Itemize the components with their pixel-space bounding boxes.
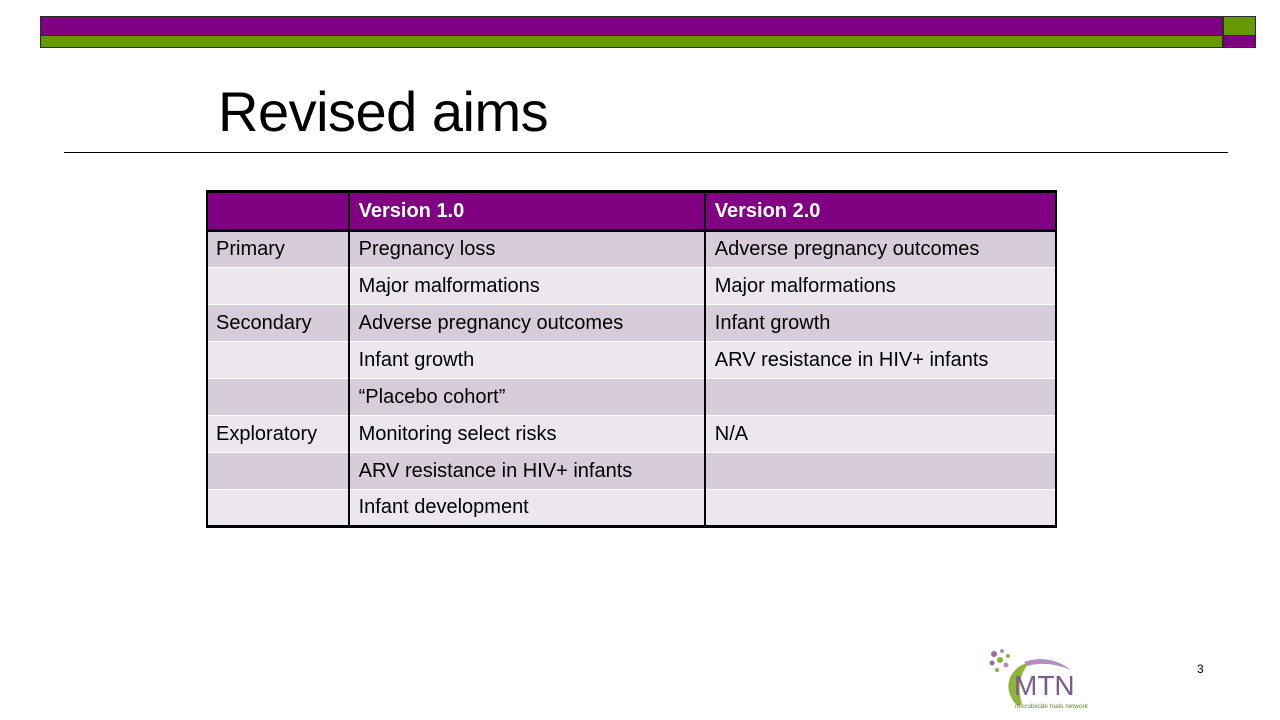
mtn-logo-icon xyxy=(988,648,1098,716)
header-cell-version-1: Version 1.0 xyxy=(349,192,705,231)
header-square-purple xyxy=(1223,36,1256,48)
table-row xyxy=(207,416,1056,453)
version-2-cell: Major malformations xyxy=(705,268,1056,305)
version-1-cell: Pregnancy loss xyxy=(349,231,705,268)
slide-title: Revised aims xyxy=(218,80,549,143)
aim-category-cell: Secondary xyxy=(207,305,349,342)
version-2-cell: Adverse pregnancy outcomes xyxy=(705,231,1056,268)
table-row xyxy=(207,231,1056,268)
aim-category-cell xyxy=(207,453,349,490)
version-2-cell: Infant growth xyxy=(705,305,1056,342)
header-cell-version-2: Version 2.0 xyxy=(705,192,1056,231)
page-number: 3 xyxy=(1197,662,1204,676)
version-2-cell xyxy=(705,379,1056,416)
aim-category-cell xyxy=(207,268,349,305)
table-row xyxy=(207,342,1056,379)
version-2-cell xyxy=(705,453,1056,490)
table-row xyxy=(207,453,1056,490)
aim-category-cell xyxy=(207,342,349,379)
aim-category-cell: Primary xyxy=(207,231,349,268)
header-square-green xyxy=(1223,16,1256,36)
table-row xyxy=(207,379,1056,416)
aim-category-cell xyxy=(207,490,349,527)
table-row xyxy=(207,268,1056,305)
title-divider xyxy=(64,152,1228,153)
table-row xyxy=(207,305,1056,342)
logo-text: MTN xyxy=(1014,670,1075,701)
version-1-cell: Adverse pregnancy outcomes xyxy=(349,305,705,342)
header-bar-green xyxy=(40,36,1223,48)
version-1-cell: Monitoring select risks xyxy=(349,416,705,453)
logo-subtext: microbicide trials network xyxy=(1015,703,1088,710)
aim-category-cell: Exploratory xyxy=(207,416,349,453)
table-row xyxy=(207,490,1056,527)
aim-category-cell xyxy=(207,379,349,416)
version-1-cell: Infant development xyxy=(349,490,705,527)
version-2-cell xyxy=(705,490,1056,527)
version-1-cell: ARV resistance in HIV+ infants xyxy=(349,453,705,490)
header-bar-purple xyxy=(40,16,1223,36)
version-1-cell: Major malformations xyxy=(349,268,705,305)
version-1-cell: “Placebo cohort” xyxy=(349,379,705,416)
version-1-cell: Infant growth xyxy=(349,342,705,379)
header-cell-empty xyxy=(207,192,349,231)
version-2-cell: N/A xyxy=(705,416,1056,453)
version-2-cell: ARV resistance in HIV+ infants xyxy=(705,342,1056,379)
table-header-row xyxy=(207,192,1056,231)
aims-table xyxy=(206,190,1057,528)
